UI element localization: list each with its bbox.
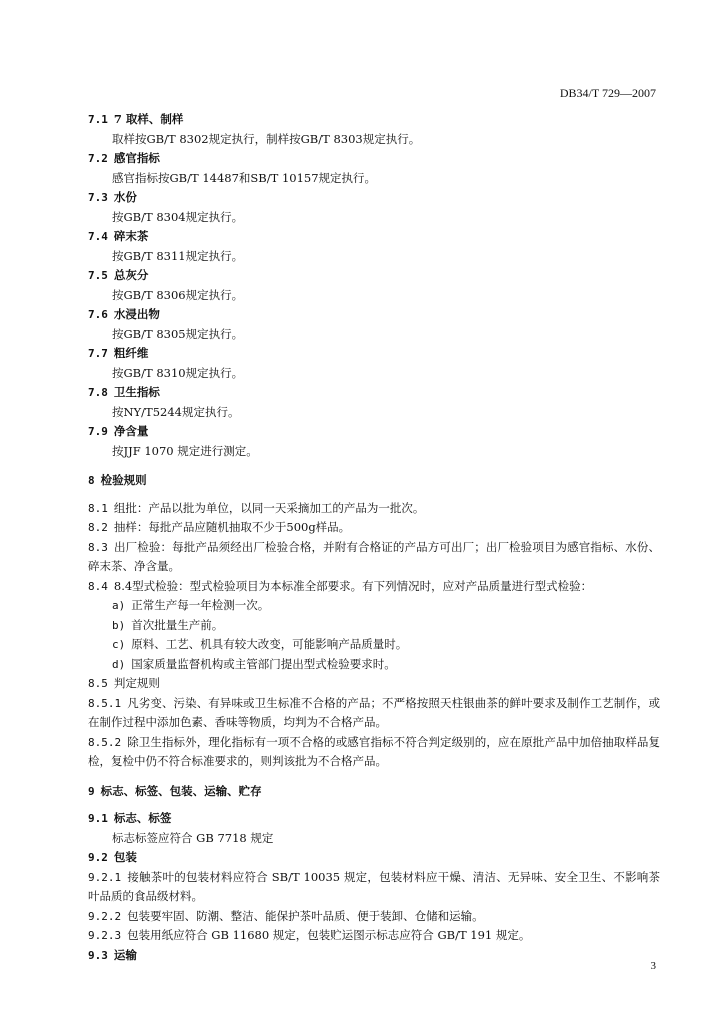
- clause-7-9-heading: 7.9 净含量: [88, 424, 149, 438]
- clause-7-1-heading: 7.1 7 取样、制样: [88, 112, 184, 126]
- clause-7-6-body: 按GB/T 8305规定执行。: [112, 326, 244, 341]
- list-item: d) 国家质量监督机构或主管部门提出型式检验要求时。: [112, 656, 396, 671]
- section-9-heading: 9 标志、标签、包装、运输、贮存: [88, 783, 262, 798]
- clause-8-5-1: 8.5.1 凡劣变、污染、有异味或卫生标准不合格的产品；不严格按照天柱银曲茶的鲜叶要求及制作工艺制作，或在制作过程中添加色素、香味等物质，均判为不合格产品。: [88, 695, 660, 729]
- clause-7-1-body: 取样按GB/T 8302规定执行，制样按GB/T 8303规定执行。: [112, 131, 421, 146]
- clause-7-8-heading: 7.8 卫生指标: [88, 385, 160, 399]
- clause-8-4: 8.4 8.4型式检验：型式检验项目为本标准全部要求。有下列情况时，应对产品质量进行型式检验：: [88, 578, 593, 593]
- clause-7-2-heading: 7.2 感官指标: [88, 151, 160, 165]
- clause-9-1-body: 标志标签应符合 GB 7718 规定: [112, 830, 274, 845]
- clause-7-4-body: 按GB/T 8311规定执行。: [112, 248, 244, 263]
- clause-7-2-body: 感官指标按GB/T 14487和SB/T 10157规定执行。: [112, 170, 377, 185]
- clause-7-3-body: 按GB/T 8304规定执行。: [112, 209, 244, 224]
- clause-7-6-heading: 7.6 水浸出物: [88, 307, 160, 321]
- document-body: [88, 110, 660, 965]
- clause-8-1: 8.1 组批：产品以批为单位，以同一天采摘加工的产品为一批次。: [88, 500, 425, 515]
- clause-9-2-1: 9.2.1 接触茶叶的包装材料应符合 SB/T 10035 规定，包装材料应干燥、清洁、无异味、安全卫生、不影响茶叶品质的食品级材料。: [88, 869, 660, 903]
- list-item: b) 首次批量生产前。: [112, 617, 224, 632]
- clause-7-9-body: 按JJF 1070 规定进行测定。: [112, 443, 258, 458]
- clause-9-2-2: 9.2.2 包装要牢固、防潮、整洁、能保护茶叶品质、便于装卸、仓储和运输。: [88, 908, 484, 923]
- page-number: 3: [650, 960, 656, 972]
- clause-7-7-heading: 7.7 粗纤维: [88, 346, 149, 360]
- list-item: c) 原料、工艺、机具有较大改变，可能影响产品质量时。: [112, 637, 408, 651]
- clause-7-4-heading: 7.4 碎末茶: [88, 229, 149, 243]
- clause-9-3-heading: 9.3 运输: [88, 947, 137, 962]
- list-item: a) 正常生产每一年检测一次。: [112, 598, 270, 612]
- section-8-heading: 8 检验规则: [88, 473, 147, 487]
- clause-9-2-heading: 9.2 包装: [88, 850, 137, 864]
- clause-8-5-2: 8.5.2 除卫生指标外，理化指标有一项不合格的或感官指标不符合判定级别的，应在原批产品中加倍抽取样品复检，复检中仍不符合标准要求的，则判该批为不合格产品。: [88, 734, 660, 768]
- clause-8-2: 8.2 抽样：每批产品应随机抽取不少于500g样品。: [88, 520, 351, 534]
- clause-9-2-3: 9.2.3 包装用纸应符合 GB 11680 规定，包装贮运图示标志应符合 GB/T 191 规定。: [88, 928, 531, 942]
- clause-8-3: 8.3 出厂检验：每批产品须经出厂检验合格，并附有合格证的产品方可出厂；出厂检验项目为感官指标、水份、碎末茶、净含量。: [88, 539, 660, 573]
- clause-7-3-heading: 7.3 水份: [88, 190, 137, 204]
- clause-7-5-heading: 7.5 总灰分: [88, 268, 149, 282]
- clause-7-7-body: 按GB/T 8310规定执行。: [112, 365, 244, 380]
- clause-9-1-heading: 9.1 标志、标签: [88, 811, 172, 825]
- standard-code: DB34/T 729—2007: [559, 86, 656, 100]
- clause-7-8-body: 按NY/T5244规定执行。: [112, 404, 240, 419]
- clause-7-5-body: 按GB/T 8306规定执行。: [112, 287, 244, 302]
- clause-8-5: 8.5 判定规则: [88, 676, 160, 690]
